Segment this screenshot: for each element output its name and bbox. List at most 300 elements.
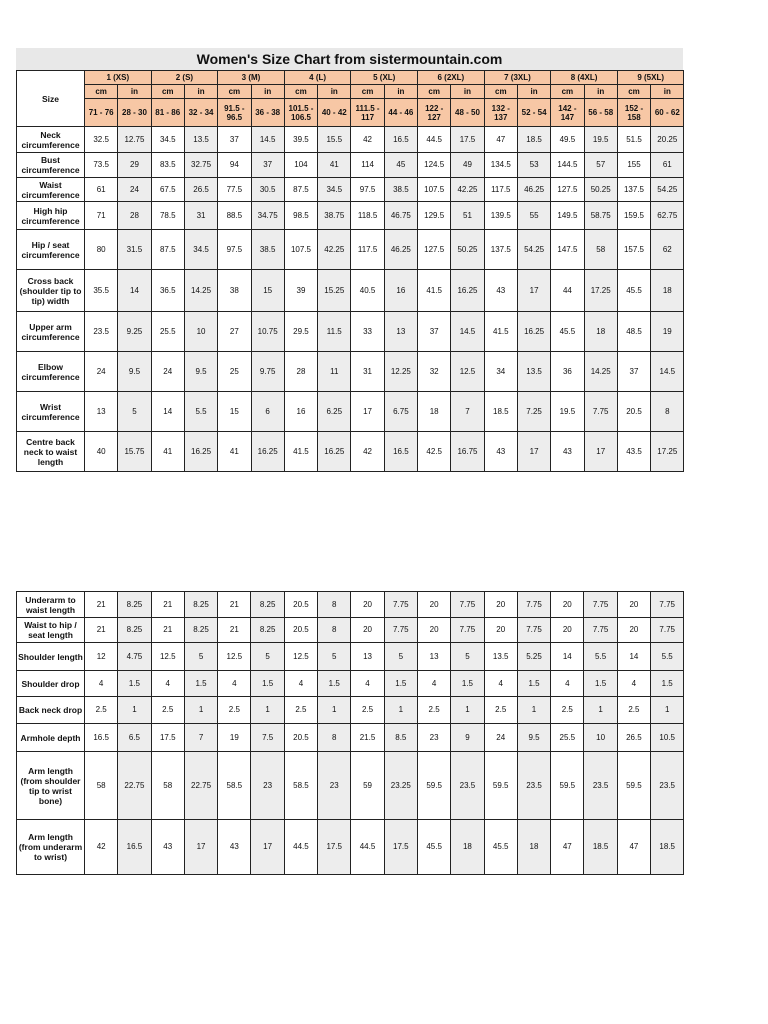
measurement-value: 43.5 xyxy=(617,432,650,472)
measurement-value: 7.75 xyxy=(584,618,617,643)
measurement-value: 37 xyxy=(251,153,284,178)
measurement-value: 43 xyxy=(551,432,584,472)
measurement-value: 32.75 xyxy=(184,153,217,178)
measurement-value: 21 xyxy=(151,618,184,643)
measurement-value: 15 xyxy=(218,392,251,432)
measurement-value: 1.5 xyxy=(118,671,151,697)
table-row xyxy=(17,230,684,270)
size-range-cell: 40 - 42 xyxy=(318,99,351,127)
measurement-value: 26.5 xyxy=(617,724,650,752)
measurement-value: 42 xyxy=(85,820,118,875)
measurement-value: 12.5 xyxy=(284,643,317,671)
measurement-label: Arm length (from shoulder tip to wrist bone) xyxy=(17,752,85,820)
measurement-value: 39.5 xyxy=(284,127,317,153)
measurement-value: 9.5 xyxy=(118,352,151,392)
measurement-value: 13.5 xyxy=(517,352,550,392)
measurement-value: 7.75 xyxy=(451,618,484,643)
measurement-value: 42 xyxy=(351,127,384,153)
size-range-cell: 122 - 127 xyxy=(418,99,451,127)
measurement-label: Neck circumference xyxy=(17,127,85,153)
measurement-value: 15.5 xyxy=(318,127,351,153)
measurement-value: 13.5 xyxy=(484,643,517,671)
measurement-label: Upper arm circumference xyxy=(17,312,85,352)
measurement-value: 9.5 xyxy=(184,352,217,392)
size-range-cell: 111.5 - 117 xyxy=(351,99,384,127)
measurement-value: 4.75 xyxy=(118,643,151,671)
measurement-value: 37 xyxy=(418,312,451,352)
measurement-value: 7.75 xyxy=(651,618,684,643)
measurement-value: 12.5 xyxy=(451,352,484,392)
table-row xyxy=(17,202,684,230)
size-header: Size xyxy=(17,71,85,127)
measurement-value: 15.75 xyxy=(118,432,151,472)
table-row xyxy=(17,697,684,724)
size-range-cell: 32 - 34 xyxy=(184,99,217,127)
size-column-header: 3 (M) xyxy=(218,71,285,85)
measurement-value: 23 xyxy=(417,724,450,752)
measurement-value: 53 xyxy=(517,153,550,178)
measurement-value: 31 xyxy=(184,202,217,230)
measurement-value: 127.5 xyxy=(418,230,451,270)
measurement-value: 44.5 xyxy=(418,127,451,153)
unit-header-in: in xyxy=(251,85,284,99)
measurement-value: 50.25 xyxy=(451,230,484,270)
measurement-value: 2.5 xyxy=(151,697,184,724)
measurement-value: 13 xyxy=(351,643,384,671)
measurement-value: 13.5 xyxy=(184,127,217,153)
size-column-header: 8 (4XL) xyxy=(551,71,618,85)
measurement-value: 26.5 xyxy=(184,178,217,202)
measurement-value: 2.5 xyxy=(484,697,517,724)
measurement-value: 23 xyxy=(318,752,351,820)
measurement-value: 14.5 xyxy=(451,312,484,352)
measurement-value: 8 xyxy=(318,618,351,643)
measurement-value: 8.25 xyxy=(118,618,151,643)
measurement-value: 34 xyxy=(484,352,517,392)
measurement-value: 18 xyxy=(418,392,451,432)
size-range-cell: 52 - 54 xyxy=(517,99,550,127)
measurement-value: 38.75 xyxy=(318,202,351,230)
measurement-value: 25 xyxy=(218,352,251,392)
measurement-value: 55 xyxy=(517,202,550,230)
unit-header-in: in xyxy=(584,85,617,99)
measurement-value: 59.5 xyxy=(417,752,450,820)
measurement-value: 8.25 xyxy=(118,592,151,618)
measurement-value: 9.75 xyxy=(251,352,284,392)
size-range-cell: 56 - 58 xyxy=(584,99,617,127)
measurement-value: 18.5 xyxy=(517,127,550,153)
measurement-value: 41 xyxy=(218,432,251,472)
measurement-value: 54.25 xyxy=(651,178,684,202)
measurement-value: 157.5 xyxy=(617,230,650,270)
table-row xyxy=(17,618,684,643)
measurement-value: 12.5 xyxy=(218,643,251,671)
measurement-value: 20 xyxy=(417,592,450,618)
measurement-value: 1 xyxy=(517,697,550,724)
table-row xyxy=(17,820,684,875)
measurement-value: 11 xyxy=(318,352,351,392)
measurement-value: 19 xyxy=(651,312,684,352)
measurement-value: 18.5 xyxy=(584,820,617,875)
measurement-value: 1.5 xyxy=(384,671,417,697)
size-column-header: 1 (XS) xyxy=(85,71,152,85)
measurement-value: 5.5 xyxy=(651,643,684,671)
measurement-value: 4 xyxy=(617,671,650,697)
measurement-value: 18 xyxy=(584,312,617,352)
measurement-value: 37 xyxy=(617,352,650,392)
measurement-value: 7 xyxy=(184,724,217,752)
measurement-value: 14.25 xyxy=(184,270,217,312)
measurement-value: 7.75 xyxy=(451,592,484,618)
measurement-value: 21 xyxy=(218,592,251,618)
measurement-value: 5.25 xyxy=(517,643,550,671)
measurement-value: 23.5 xyxy=(85,312,118,352)
measurement-value: 16.25 xyxy=(184,432,217,472)
measurement-value: 25.5 xyxy=(151,312,184,352)
measurement-value: 7.75 xyxy=(584,592,617,618)
measurement-value: 33 xyxy=(351,312,384,352)
measurement-value: 149.5 xyxy=(551,202,584,230)
measurement-value: 4 xyxy=(351,671,384,697)
measurement-value: 44 xyxy=(551,270,584,312)
unit-header-in: in xyxy=(318,85,351,99)
chart-title: Women's Size Chart from sistermountain.com xyxy=(16,48,683,70)
measurement-value: 17 xyxy=(517,432,550,472)
size-range-cell: 71 - 76 xyxy=(85,99,118,127)
measurement-value: 14 xyxy=(151,392,184,432)
measurement-value: 41.5 xyxy=(284,432,317,472)
measurement-value: 1 xyxy=(384,697,417,724)
size-column-header: 2 (S) xyxy=(151,71,218,85)
measurement-value: 5 xyxy=(184,643,217,671)
measurement-value: 23 xyxy=(251,752,284,820)
measurement-value: 19.5 xyxy=(584,127,617,153)
measurement-value: 46.75 xyxy=(384,202,417,230)
measurement-value: 20.5 xyxy=(284,724,317,752)
measurement-value: 114 xyxy=(351,153,384,178)
measurement-value: 2.5 xyxy=(551,697,584,724)
measurement-value: 35.5 xyxy=(85,270,118,312)
measurement-value: 16.75 xyxy=(451,432,484,472)
measurement-value: 9 xyxy=(451,724,484,752)
measurement-value: 10.75 xyxy=(251,312,284,352)
measurement-value: 1 xyxy=(651,697,684,724)
measurement-value: 28 xyxy=(284,352,317,392)
unit-header-in: in xyxy=(517,85,550,99)
measurement-value: 7.75 xyxy=(584,392,617,432)
measurement-value: 127.5 xyxy=(551,178,584,202)
measurement-value: 43 xyxy=(484,270,517,312)
unit-header-cm: cm xyxy=(218,85,251,99)
measurement-value: 44.5 xyxy=(284,820,317,875)
measurement-value: 18 xyxy=(451,820,484,875)
measurement-value: 134.5 xyxy=(484,153,517,178)
measurement-value: 41 xyxy=(151,432,184,472)
measurement-value: 31 xyxy=(351,352,384,392)
size-range-cell: 60 - 62 xyxy=(651,99,684,127)
measurement-value: 2.5 xyxy=(85,697,118,724)
table-row xyxy=(17,270,684,312)
table-row xyxy=(17,592,684,618)
measurement-value: 4 xyxy=(284,671,317,697)
measurement-value: 129.5 xyxy=(418,202,451,230)
measurement-value: 40.5 xyxy=(351,270,384,312)
measurement-value: 80 xyxy=(85,230,118,270)
measurement-value: 40 xyxy=(85,432,118,472)
measurement-value: 58.5 xyxy=(284,752,317,820)
measurement-value: 24 xyxy=(118,178,151,202)
measurement-value: 32 xyxy=(418,352,451,392)
measurement-value: 20.25 xyxy=(651,127,684,153)
measurement-label: Bust circumference xyxy=(17,153,85,178)
measurement-value: 16 xyxy=(284,392,317,432)
table-row xyxy=(17,312,684,352)
measurement-value: 2.5 xyxy=(284,697,317,724)
measurement-value: 124.5 xyxy=(418,153,451,178)
measurement-value: 1 xyxy=(184,697,217,724)
measurement-value: 13 xyxy=(384,312,417,352)
measurement-value: 34.5 xyxy=(151,127,184,153)
measurement-value: 20 xyxy=(617,618,650,643)
measurement-value: 71 xyxy=(85,202,118,230)
measurement-value: 7.75 xyxy=(384,592,417,618)
measurement-value: 8.25 xyxy=(184,592,217,618)
measurement-value: 22.75 xyxy=(184,752,217,820)
measurement-value: 104 xyxy=(284,153,317,178)
measurement-value: 11.5 xyxy=(318,312,351,352)
measurement-value: 2.5 xyxy=(218,697,251,724)
size-column-header: 4 (L) xyxy=(284,71,351,85)
measurement-value: 22.75 xyxy=(118,752,151,820)
measurement-value: 98.5 xyxy=(284,202,317,230)
measurement-value: 46.25 xyxy=(384,230,417,270)
measurement-value: 87.5 xyxy=(284,178,317,202)
size-table-lower xyxy=(16,591,684,875)
size-table-upper xyxy=(16,70,684,472)
measurement-label: Wrist circumference xyxy=(17,392,85,432)
measurement-value: 137.5 xyxy=(484,230,517,270)
size-range-cell: 142 - 147 xyxy=(551,99,584,127)
measurement-value: 1.5 xyxy=(318,671,351,697)
measurement-value: 59.5 xyxy=(484,752,517,820)
measurement-value: 4 xyxy=(551,671,584,697)
measurement-value: 28 xyxy=(118,202,151,230)
measurement-value: 159.5 xyxy=(617,202,650,230)
measurement-value: 14.25 xyxy=(584,352,617,392)
measurement-value: 34.75 xyxy=(251,202,284,230)
measurement-label: Waist circumference xyxy=(17,178,85,202)
measurement-value: 6 xyxy=(251,392,284,432)
measurement-value: 8 xyxy=(318,592,351,618)
measurement-value: 16 xyxy=(384,270,417,312)
measurement-value: 45.5 xyxy=(617,270,650,312)
measurement-value: 139.5 xyxy=(484,202,517,230)
measurement-value: 8 xyxy=(318,724,351,752)
measurement-value: 38.5 xyxy=(384,178,417,202)
measurement-value: 15.25 xyxy=(318,270,351,312)
measurement-value: 43 xyxy=(484,432,517,472)
measurement-label: Centre back neck to waist length xyxy=(17,432,85,472)
measurement-value: 21 xyxy=(218,618,251,643)
measurement-value: 51 xyxy=(451,202,484,230)
measurement-value: 8.25 xyxy=(184,618,217,643)
measurement-value: 17.5 xyxy=(451,127,484,153)
unit-header-cm: cm xyxy=(351,85,384,99)
measurement-value: 118.5 xyxy=(351,202,384,230)
measurement-value: 16.5 xyxy=(384,127,417,153)
measurement-value: 58 xyxy=(584,230,617,270)
measurement-value: 43 xyxy=(151,820,184,875)
measurement-value: 4 xyxy=(151,671,184,697)
measurement-value: 7.5 xyxy=(251,724,284,752)
measurement-label: Shoulder length xyxy=(17,643,85,671)
table-row xyxy=(17,153,684,178)
table-row xyxy=(17,724,684,752)
measurement-value: 61 xyxy=(651,153,684,178)
measurement-value: 20 xyxy=(551,592,584,618)
unit-header-cm: cm xyxy=(151,85,184,99)
measurement-value: 14.5 xyxy=(651,352,684,392)
table-row xyxy=(17,178,684,202)
size-range-cell: 101.5 - 106.5 xyxy=(284,99,317,127)
measurement-value: 46.25 xyxy=(517,178,550,202)
measurement-label: Shoulder drop xyxy=(17,671,85,697)
measurement-value: 14.5 xyxy=(251,127,284,153)
measurement-label: Cross back (shoulder tip to tip) width xyxy=(17,270,85,312)
measurement-value: 59 xyxy=(351,752,384,820)
measurement-value: 41 xyxy=(318,153,351,178)
size-range-cell: 48 - 50 xyxy=(451,99,484,127)
measurement-value: 39 xyxy=(284,270,317,312)
measurement-value: 73.5 xyxy=(85,153,118,178)
measurement-value: 49.5 xyxy=(551,127,584,153)
measurement-value: 6.75 xyxy=(384,392,417,432)
measurement-value: 47 xyxy=(551,820,584,875)
measurement-value: 21.5 xyxy=(351,724,384,752)
measurement-value: 78.5 xyxy=(151,202,184,230)
measurement-value: 42.25 xyxy=(451,178,484,202)
measurement-value: 18 xyxy=(517,820,550,875)
measurement-value: 36 xyxy=(551,352,584,392)
measurement-label: Underarm to waist length xyxy=(17,592,85,618)
measurement-value: 5 xyxy=(251,643,284,671)
measurement-value: 16.5 xyxy=(85,724,118,752)
measurement-value: 24 xyxy=(85,352,118,392)
measurement-label: Hip / seat circumference xyxy=(17,230,85,270)
measurement-value: 17.25 xyxy=(584,270,617,312)
measurement-value: 17.5 xyxy=(318,820,351,875)
measurement-value: 58.75 xyxy=(584,202,617,230)
measurement-value: 17.5 xyxy=(151,724,184,752)
measurement-value: 8.5 xyxy=(384,724,417,752)
size-range-cell: 28 - 30 xyxy=(118,99,151,127)
measurement-value: 9.5 xyxy=(517,724,550,752)
size-column-header: 9 (5XL) xyxy=(617,71,684,85)
measurement-value: 23.5 xyxy=(584,752,617,820)
measurement-value: 42 xyxy=(351,432,384,472)
table-row xyxy=(17,127,684,153)
measurement-value: 57 xyxy=(584,153,617,178)
measurement-value: 107.5 xyxy=(284,230,317,270)
measurement-value: 8 xyxy=(651,392,684,432)
measurement-value: 16.25 xyxy=(517,312,550,352)
measurement-value: 29 xyxy=(118,153,151,178)
measurement-value: 5 xyxy=(318,643,351,671)
measurement-value: 61 xyxy=(85,178,118,202)
measurement-value: 12.25 xyxy=(384,352,417,392)
measurement-value: 17 xyxy=(517,270,550,312)
measurement-value: 15 xyxy=(251,270,284,312)
size-range-cell: 36 - 38 xyxy=(251,99,284,127)
table-row xyxy=(17,643,684,671)
measurement-value: 7 xyxy=(451,392,484,432)
measurement-value: 67.5 xyxy=(151,178,184,202)
measurement-value: 1 xyxy=(251,697,284,724)
measurement-value: 4 xyxy=(417,671,450,697)
unit-header-in: in xyxy=(451,85,484,99)
measurement-value: 155 xyxy=(617,153,650,178)
measurement-value: 20.5 xyxy=(284,618,317,643)
measurement-value: 97.5 xyxy=(218,230,251,270)
size-column-header: 7 (3XL) xyxy=(484,71,551,85)
measurement-value: 83.5 xyxy=(151,153,184,178)
measurement-value: 20 xyxy=(617,592,650,618)
measurement-value: 47 xyxy=(617,820,650,875)
measurement-value: 38.5 xyxy=(251,230,284,270)
measurement-value: 1.5 xyxy=(184,671,217,697)
measurement-value: 10 xyxy=(184,312,217,352)
measurement-label: Waist to hip / seat length xyxy=(17,618,85,643)
measurement-value: 23.25 xyxy=(384,752,417,820)
measurement-value: 17 xyxy=(184,820,217,875)
size-range-cell: 152 - 158 xyxy=(617,99,650,127)
size-column-header: 6 (2XL) xyxy=(418,71,485,85)
measurement-value: 20 xyxy=(351,618,384,643)
measurement-value: 20 xyxy=(551,618,584,643)
measurement-value: 1.5 xyxy=(584,671,617,697)
measurement-value: 7.75 xyxy=(517,592,550,618)
measurement-value: 18 xyxy=(651,270,684,312)
unit-header-in: in xyxy=(118,85,151,99)
measurement-value: 47 xyxy=(484,127,517,153)
measurement-label: Elbow circumference xyxy=(17,352,85,392)
measurement-value: 16.25 xyxy=(451,270,484,312)
measurement-label: High hip circumference xyxy=(17,202,85,230)
measurement-value: 43 xyxy=(218,820,251,875)
measurement-value: 2.5 xyxy=(617,697,650,724)
unit-header-in: in xyxy=(651,85,684,99)
measurement-value: 42.5 xyxy=(418,432,451,472)
measurement-value: 16.25 xyxy=(251,432,284,472)
measurement-value: 7.75 xyxy=(517,618,550,643)
measurement-value: 49 xyxy=(451,153,484,178)
measurement-value: 45.5 xyxy=(484,820,517,875)
size-range-cell: 44 - 46 xyxy=(384,99,417,127)
measurement-value: 14 xyxy=(551,643,584,671)
measurement-value: 5.5 xyxy=(184,392,217,432)
measurement-value: 42.25 xyxy=(318,230,351,270)
measurement-value: 59.5 xyxy=(617,752,650,820)
measurement-value: 5 xyxy=(384,643,417,671)
measurement-value: 31.5 xyxy=(118,230,151,270)
measurement-value: 59.5 xyxy=(551,752,584,820)
measurement-value: 58 xyxy=(151,752,184,820)
measurement-value: 34.5 xyxy=(184,230,217,270)
measurement-value: 13 xyxy=(417,643,450,671)
measurement-value: 45 xyxy=(384,153,417,178)
measurement-value: 20.5 xyxy=(284,592,317,618)
measurement-value: 5.5 xyxy=(584,643,617,671)
